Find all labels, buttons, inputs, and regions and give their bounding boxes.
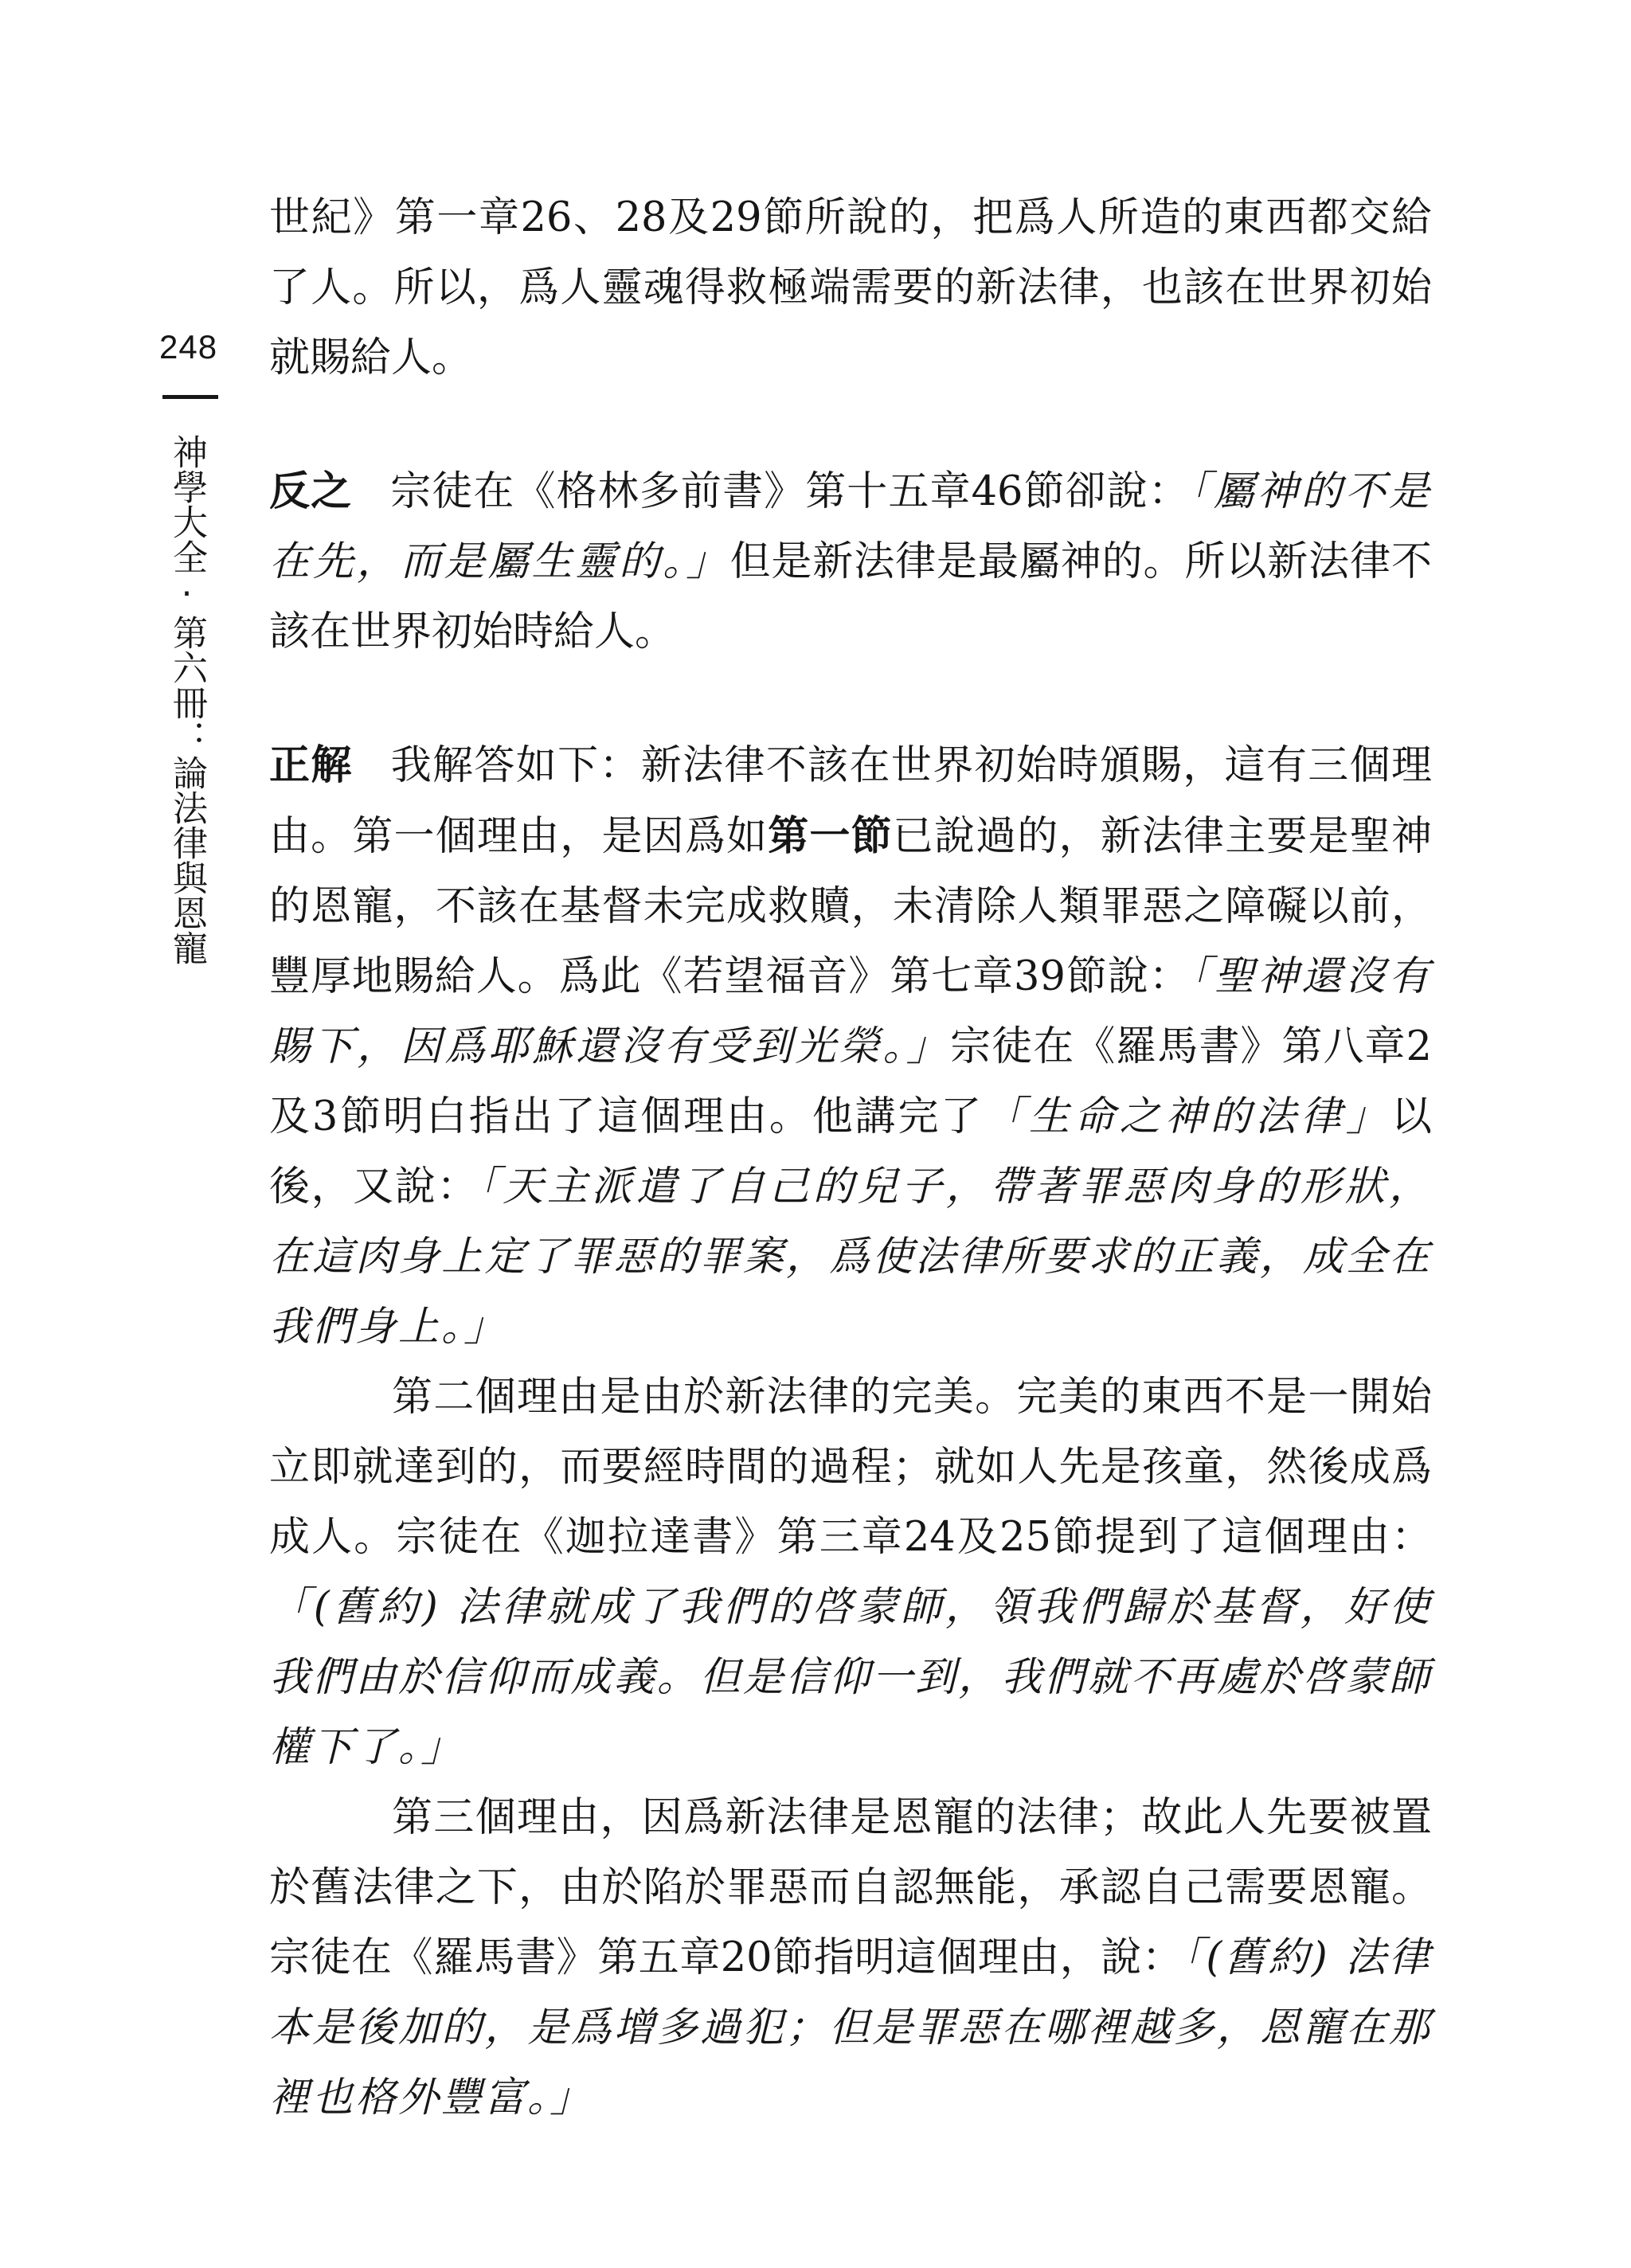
paragraph-text: 已說過的，新法律主要是聖神的恩寵，不該在基督未完成救贖，未清除人類罪惡之障礙以前，豐厚地賜給人。爲此《若望福音》第七章39節說：: [269, 813, 1432, 1000]
section-heading: 正解: [269, 742, 353, 789]
paragraph-gap: [269, 393, 1432, 457]
scripture-quote: 「(舊約) 法律本是後加的，是爲增多過犯；但是罪惡在哪裡越多，恩寵在那裡也格外豐富。」: [269, 1934, 1432, 2121]
running-title: 神學大全‧第六冊：論法律與恩寵: [166, 434, 207, 965]
paragraph-text: 但是新法律是最屬神的。所以新法律不該在世界初始時給人。: [269, 538, 1432, 655]
paragraph-third-reason: [269, 1783, 1432, 2133]
section-heading: 反之: [269, 468, 353, 515]
paragraph-sed-contra: [269, 457, 1432, 667]
paragraph-text: 我解答如下：新法律不該在世界初始時頒賜，這有三個理由。第一個理由，是因爲如: [269, 742, 1432, 860]
paragraph-continuation: [269, 183, 1432, 393]
paragraph-text: 宗徒在《格林多前書》第十五章46節卻說：: [390, 468, 1190, 515]
emphasis-text: 第一節: [768, 812, 893, 860]
header-rule: [162, 395, 218, 399]
paragraph-text: 世紀》第一章26、28及29節所說的，把爲人所造的東西都交給了人。所以，爲人靈魂得救極端需要的新法律，也該在世界初始就賜給人。: [269, 194, 1432, 381]
page-number: 248: [159, 328, 218, 366]
scripture-quote: 「天主派遣了自己的兒子，帶著罪惡肉身的形狀，在這肉身上定了罪惡的罪案，爲使法律所要求的正義，成全在我們身上。」: [269, 1163, 1432, 1351]
scripture-quote: 「(舊約) 法律就成了我們的啓蒙師，領我們歸於基督，好使我們由於信仰而成義。但是信仰一到，我們就不再處於啓蒙師權下了。」: [269, 1584, 1432, 1771]
paragraph-text: 宗徒在《羅馬書》第八章2及3節明白指出了這個理由。他講完了: [269, 1023, 1432, 1140]
scripture-quote: 「屬神的不是在先，而是屬生靈的。」: [269, 468, 1432, 585]
scripture-quote: 「聖神還沒有賜下，因爲耶穌還沒有受到光榮。」: [269, 953, 1432, 1070]
body-text: [269, 183, 1432, 2133]
scripture-quote: 「生命之神的法律」: [984, 1093, 1391, 1140]
paragraph-text: 第三個理由，因爲新法律是恩寵的法律；故此人先要被置於舊法律之下，由於陷於罪惡而自認無能，承認自己需要恩寵。宗徒在《羅馬書》第五章20節指明這個理由，說：: [269, 1794, 1432, 1981]
paragraph-text: 以後，又說：: [269, 1093, 1432, 1210]
paragraph-answer: [269, 731, 1432, 1363]
paragraph-second-reason: [269, 1363, 1432, 1783]
paragraph-text: 第二個理由是由於新法律的完美。完美的東西不是一開始立即就達到的，而要經時間的過程；就如人先是孩童，然後成爲成人。宗徒在《迦拉達書》第三章24及25節提到了這個理由：: [269, 1374, 1432, 1561]
paragraph-gap: [269, 667, 1432, 731]
